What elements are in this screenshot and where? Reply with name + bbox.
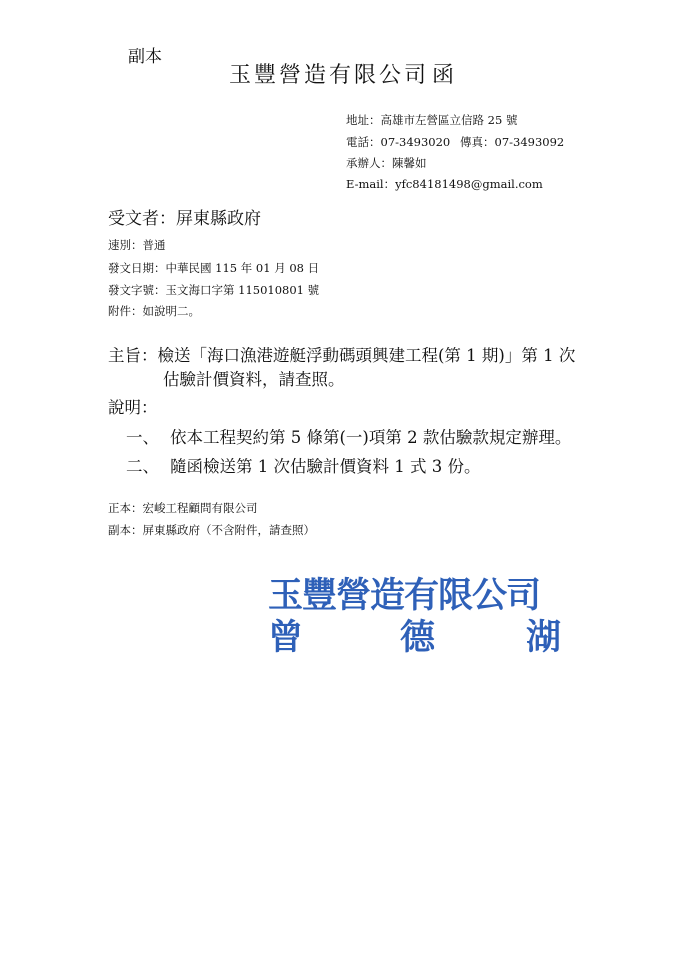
explanation-item-text: 依本工程契約第 5 條第(一)項第 2 款估驗款規定辦理。	[170, 428, 572, 447]
copy-mark: 副本	[128, 47, 162, 67]
delivery-speed: 速別：普通	[108, 238, 166, 252]
subject-line-1: 主旨：檢送「海口漁港遊艇浮動碼頭興建工程(第 1 期)」第 1 次	[108, 346, 576, 365]
attachment-note: 附件：如說明二。	[108, 304, 200, 318]
sender-handler: 承辦人：陳馨如	[346, 156, 427, 170]
explanation-item-number: 二、	[126, 457, 159, 476]
sender-address: 地址：高雄市左營區立信路 25 號	[346, 113, 518, 127]
company-seal-stamp	[268, 568, 562, 658]
reference-number: 發文字號：玉文海口字第 115010801 號	[108, 283, 320, 297]
original-recipient: 正本：宏峻工程顧問有限公司	[108, 501, 258, 515]
stamp-name-char: 德	[400, 618, 436, 658]
stamp-name-char: 湖	[526, 618, 562, 658]
document-type: 函	[432, 63, 455, 88]
sender-email: E-mail：yfc84181498@gmail.com	[346, 177, 543, 191]
copy-recipient: 副本：屏東縣政府（不含附件，請查照）	[108, 523, 315, 537]
explanation-item-number: 一、	[126, 428, 159, 447]
stamp-company-name: 玉豐營造有限公司	[268, 576, 541, 616]
sender-fax: 傳真：07-3493092	[460, 135, 565, 149]
explanation-item-text: 隨函檢送第 1 次估驗計價資料 1 式 3 份。	[170, 457, 481, 476]
subject-line-2: 估驗計價資料，請查照。	[163, 370, 345, 389]
company-title: 玉豐營造有限公司	[229, 63, 430, 88]
recipient: 受文者：屏東縣政府	[108, 209, 261, 229]
explanation-label: 說明：	[108, 398, 158, 417]
sender-phone: 電話：07-3493020	[346, 135, 451, 149]
issue-date: 發文日期：中華民國 115 年 01 月 08 日	[108, 261, 320, 275]
stamp-name-char: 曾	[268, 618, 304, 658]
